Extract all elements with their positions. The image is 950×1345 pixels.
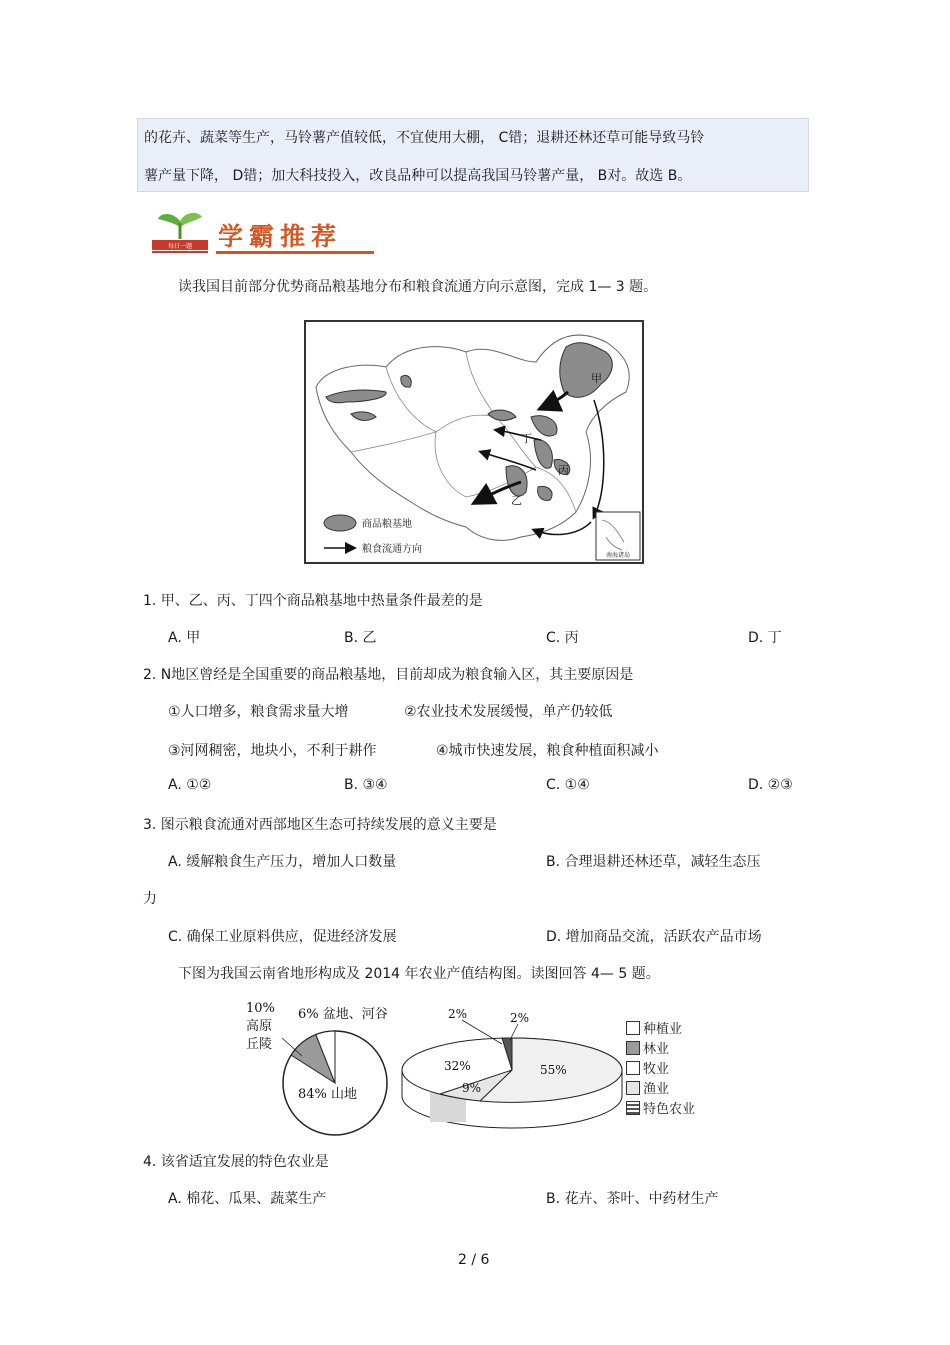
legend-forestry-swatch xyxy=(626,1041,640,1055)
legend-base-label: 商品粮基地 xyxy=(362,519,412,530)
q3-option-d: D. 增加商品交流，活跃农产品市场 xyxy=(546,929,762,945)
terrain-plateau-label-1: 高原 xyxy=(246,1019,273,1034)
inset-label: 南海诸岛 xyxy=(605,552,631,559)
answer-explanation-box xyxy=(137,118,809,192)
label-yi: 乙 xyxy=(511,494,522,507)
output-label-2a: 2% xyxy=(448,1007,468,1021)
output-label-2b: 2% xyxy=(510,1011,530,1025)
q2-statement-1: ①人口增多，粮食需求量大增 xyxy=(168,704,349,720)
q2-stem: 2. N地区曾经是全国重要的商品粮基地，目前却成为粮食输入区，其主要原因是 xyxy=(143,667,634,683)
terrain-basin-label: 6% 盆地、河谷 xyxy=(298,1007,388,1022)
label-ding: 丁 xyxy=(521,432,532,445)
intro-map-question: 读我国目前部分优势商品粮基地分布和粮食流通方向示意图，完成 1— 3 题。 xyxy=(178,279,658,295)
legend-fishery-swatch xyxy=(626,1081,640,1095)
base-poyang-shape xyxy=(538,486,552,500)
q3-stem: 3. 图示粮食流通对西部地区生态可持续发展的意义主要是 xyxy=(143,817,497,833)
base-ding-shape xyxy=(534,440,552,469)
legend-planting-label: 种植业 xyxy=(643,1022,683,1037)
intro-yunnan-question: 下图为我国云南省地形构成及 2014 年农业产值结构图。读图回答 4— 5 题。 xyxy=(178,966,660,982)
base-hexi-shape xyxy=(401,375,411,387)
q2-option-b: B. ③④ xyxy=(344,777,388,793)
q2-statement-3: ③河网稠密，地块小，不利于耕作 xyxy=(168,743,377,759)
q4-option-a: A. 棉花、瓜果、蔬菜生产 xyxy=(168,1191,327,1207)
output-pie xyxy=(402,1007,622,1128)
q1-option-a: A. 甲 xyxy=(168,630,201,646)
recommend-banner xyxy=(150,207,380,259)
sprout-icon xyxy=(150,207,210,259)
base-jia-shape xyxy=(560,343,613,398)
legend-special xyxy=(626,1098,695,1117)
terrain-plateau-label-2: 丘陵 xyxy=(246,1037,273,1052)
legend-planting xyxy=(626,1018,682,1037)
legend-forestry-label: 林业 xyxy=(643,1042,670,1057)
map-graphic xyxy=(306,322,642,562)
q3-option-a: A. 缓解粮食生产压力，增加人口数量 xyxy=(168,854,397,870)
base-hetao-shape xyxy=(488,410,516,420)
q1-option-c: C. 丙 xyxy=(546,630,579,646)
terrain-pie xyxy=(246,1001,388,1135)
output-label-32: 32% xyxy=(444,1059,471,1073)
q3-option-b-continued: 力 xyxy=(143,891,157,907)
base-yi-shape xyxy=(506,466,527,496)
legend-special-label: 特色农业 xyxy=(643,1102,696,1117)
q2-option-a: A. ①② xyxy=(168,777,212,793)
banner-title: 学霸推荐 xyxy=(218,222,343,251)
base-xinjiang-north-shape xyxy=(326,390,386,403)
q2-statement-4: ④城市快速发展，粮食种植面积减小 xyxy=(436,743,659,759)
page-number: 2 / 6 xyxy=(458,1252,490,1268)
q4-option-b: B. 花卉、茶叶、中药材生产 xyxy=(546,1191,719,1207)
answer-line-1: 的花卉、蔬菜等生产，马铃薯产值较低，不宜使用大棚， C错；退耕还林还草可能导致马铃 xyxy=(144,130,705,146)
banner-underline xyxy=(216,251,374,254)
output-label-9: 9% xyxy=(462,1081,482,1095)
legend-forestry xyxy=(626,1038,669,1057)
q1-option-b: B. 乙 xyxy=(344,630,377,646)
q3-option-c: C. 确保工业原料供应，促进经济发展 xyxy=(168,929,397,945)
legend-husbandry-label: 牧业 xyxy=(643,1062,670,1077)
q2-option-c: C. ①④ xyxy=(546,777,590,793)
q2-option-d: D. ②③ xyxy=(748,777,793,793)
answer-line-2: 薯产量下降， D错；加大科技投入，改良品种可以提高我国马铃薯产量， B对。故选 B。 xyxy=(144,168,692,184)
legend-fishery xyxy=(626,1078,669,1097)
terrain-plateau-pct: 10% xyxy=(246,1001,275,1016)
base-xinjiang-south-shape xyxy=(351,412,376,421)
legend-special-swatch xyxy=(626,1101,640,1115)
banner-tag: 每日一题 xyxy=(167,243,193,250)
legend-husbandry-swatch xyxy=(626,1061,640,1075)
label-jia: 甲 xyxy=(591,372,602,385)
legend-planting-swatch xyxy=(626,1021,640,1035)
q2-statement-2: ②农业技术发展缓慢，单产仍较低 xyxy=(404,704,613,720)
legend-husbandry xyxy=(626,1058,669,1077)
q3-option-b: B. 合理退耕还林还草，减轻生态压 xyxy=(546,854,761,870)
terrain-mountain-label: 84% 山地 xyxy=(298,1087,358,1102)
output-label-55: 55% xyxy=(540,1063,567,1077)
legend-base-swatch xyxy=(324,515,356,531)
q4-stem: 4. 该省适宜发展的特色农业是 xyxy=(143,1154,329,1170)
base-huabei-shape xyxy=(531,416,557,436)
china-grain-map xyxy=(304,320,644,564)
legend-fishery-label: 渔业 xyxy=(643,1082,670,1097)
yunnan-charts xyxy=(240,998,710,1138)
q1-option-d: D. 丁 xyxy=(748,630,782,646)
label-bing: 丙 xyxy=(558,464,569,477)
legend-flow-label: 粮食流通方向 xyxy=(362,544,422,555)
q1-stem: 1. 甲、乙、丙、丁四个商品粮基地中热量条件最差的是 xyxy=(143,593,483,609)
